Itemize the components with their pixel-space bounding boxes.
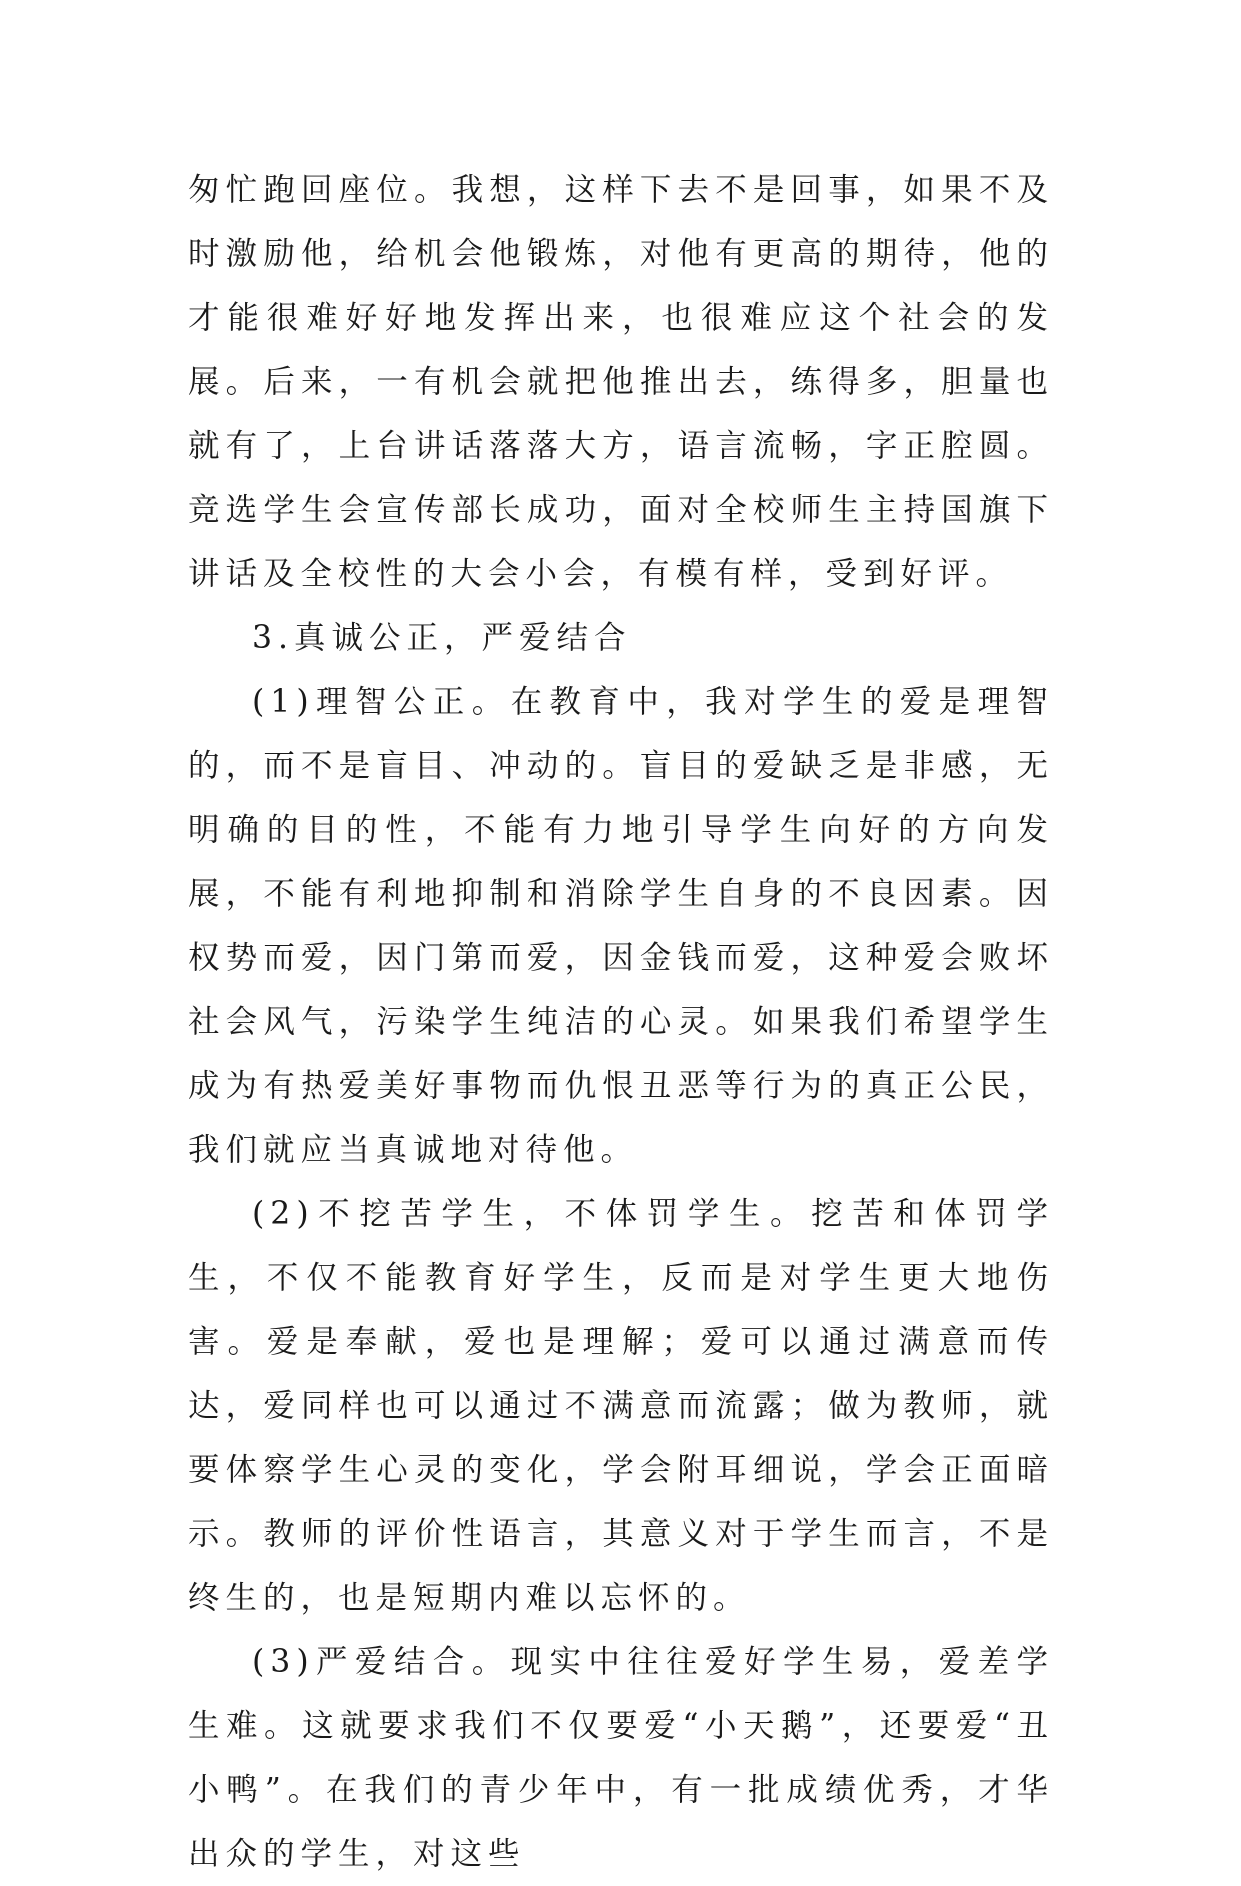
section-heading: 3.真诚公正，严爱结合 [252, 620, 632, 656]
paragraph-continuation: 匆忙跑回座位。我想，这样下去不是回事，如果不及时激励他，给机会他锻炼，对他有更高的期待，他的才能很难好好地发挥出来，也很难应这个社会的发展。后来，一有机会就把他推出去，练得多，胆量也就有了，上台讲话落落大方，语言流畅，字正腔圆。竞选学生会宣传部长成功，面对全校师生主持国旗下讲话及全校性的大会小会，有模有样，受到好评。 [188, 172, 1054, 592]
paragraph-strict-love: (3)严爱结合。现实中往往爱好学生易，爱差学生难。这就要求我们不仅要爱“小天鹅”，还要爱“丑小鸭”。在我们的青少年中，有一批成绩优秀，才华出众的学生，对这些 [188, 1644, 1054, 1872]
paragraph-rational-fairness: (1)理智公正。在教育中，我对学生的爱是理智的，而不是盲目、冲动的。盲目的爱缺乏是非感，无明确的目的性，不能有力地引导学生向好的方向发展，不能有利地抑制和消除学生自身的不良因素。因权势而爱，因门第而爱，因金钱而爱，这种爱会败坏社会风气，污染学生纯洁的心灵。如果我们希望学生成为有热爱美好事物而仇恨丑恶等行为的真正公民，我们就应当真诚地对待他。 [188, 684, 1054, 1168]
document-body [188, 158, 1054, 1886]
paragraph-no-sarcasm-no-punishment: (2)不挖苦学生，不体罚学生。挖苦和体罚学生，不仅不能教育好学生，反而是对学生更大地伤害。爱是奉献，爱也是理解；爱可以通过满意而传达，爱同样也可以通过不满意而流露；做为教师，就要体察学生心灵的变化，学会附耳细说，学会正面暗示。教师的评价性语言，其意义对于学生而言，不是终生的，也是短期内难以忘怀的。 [188, 1196, 1054, 1616]
